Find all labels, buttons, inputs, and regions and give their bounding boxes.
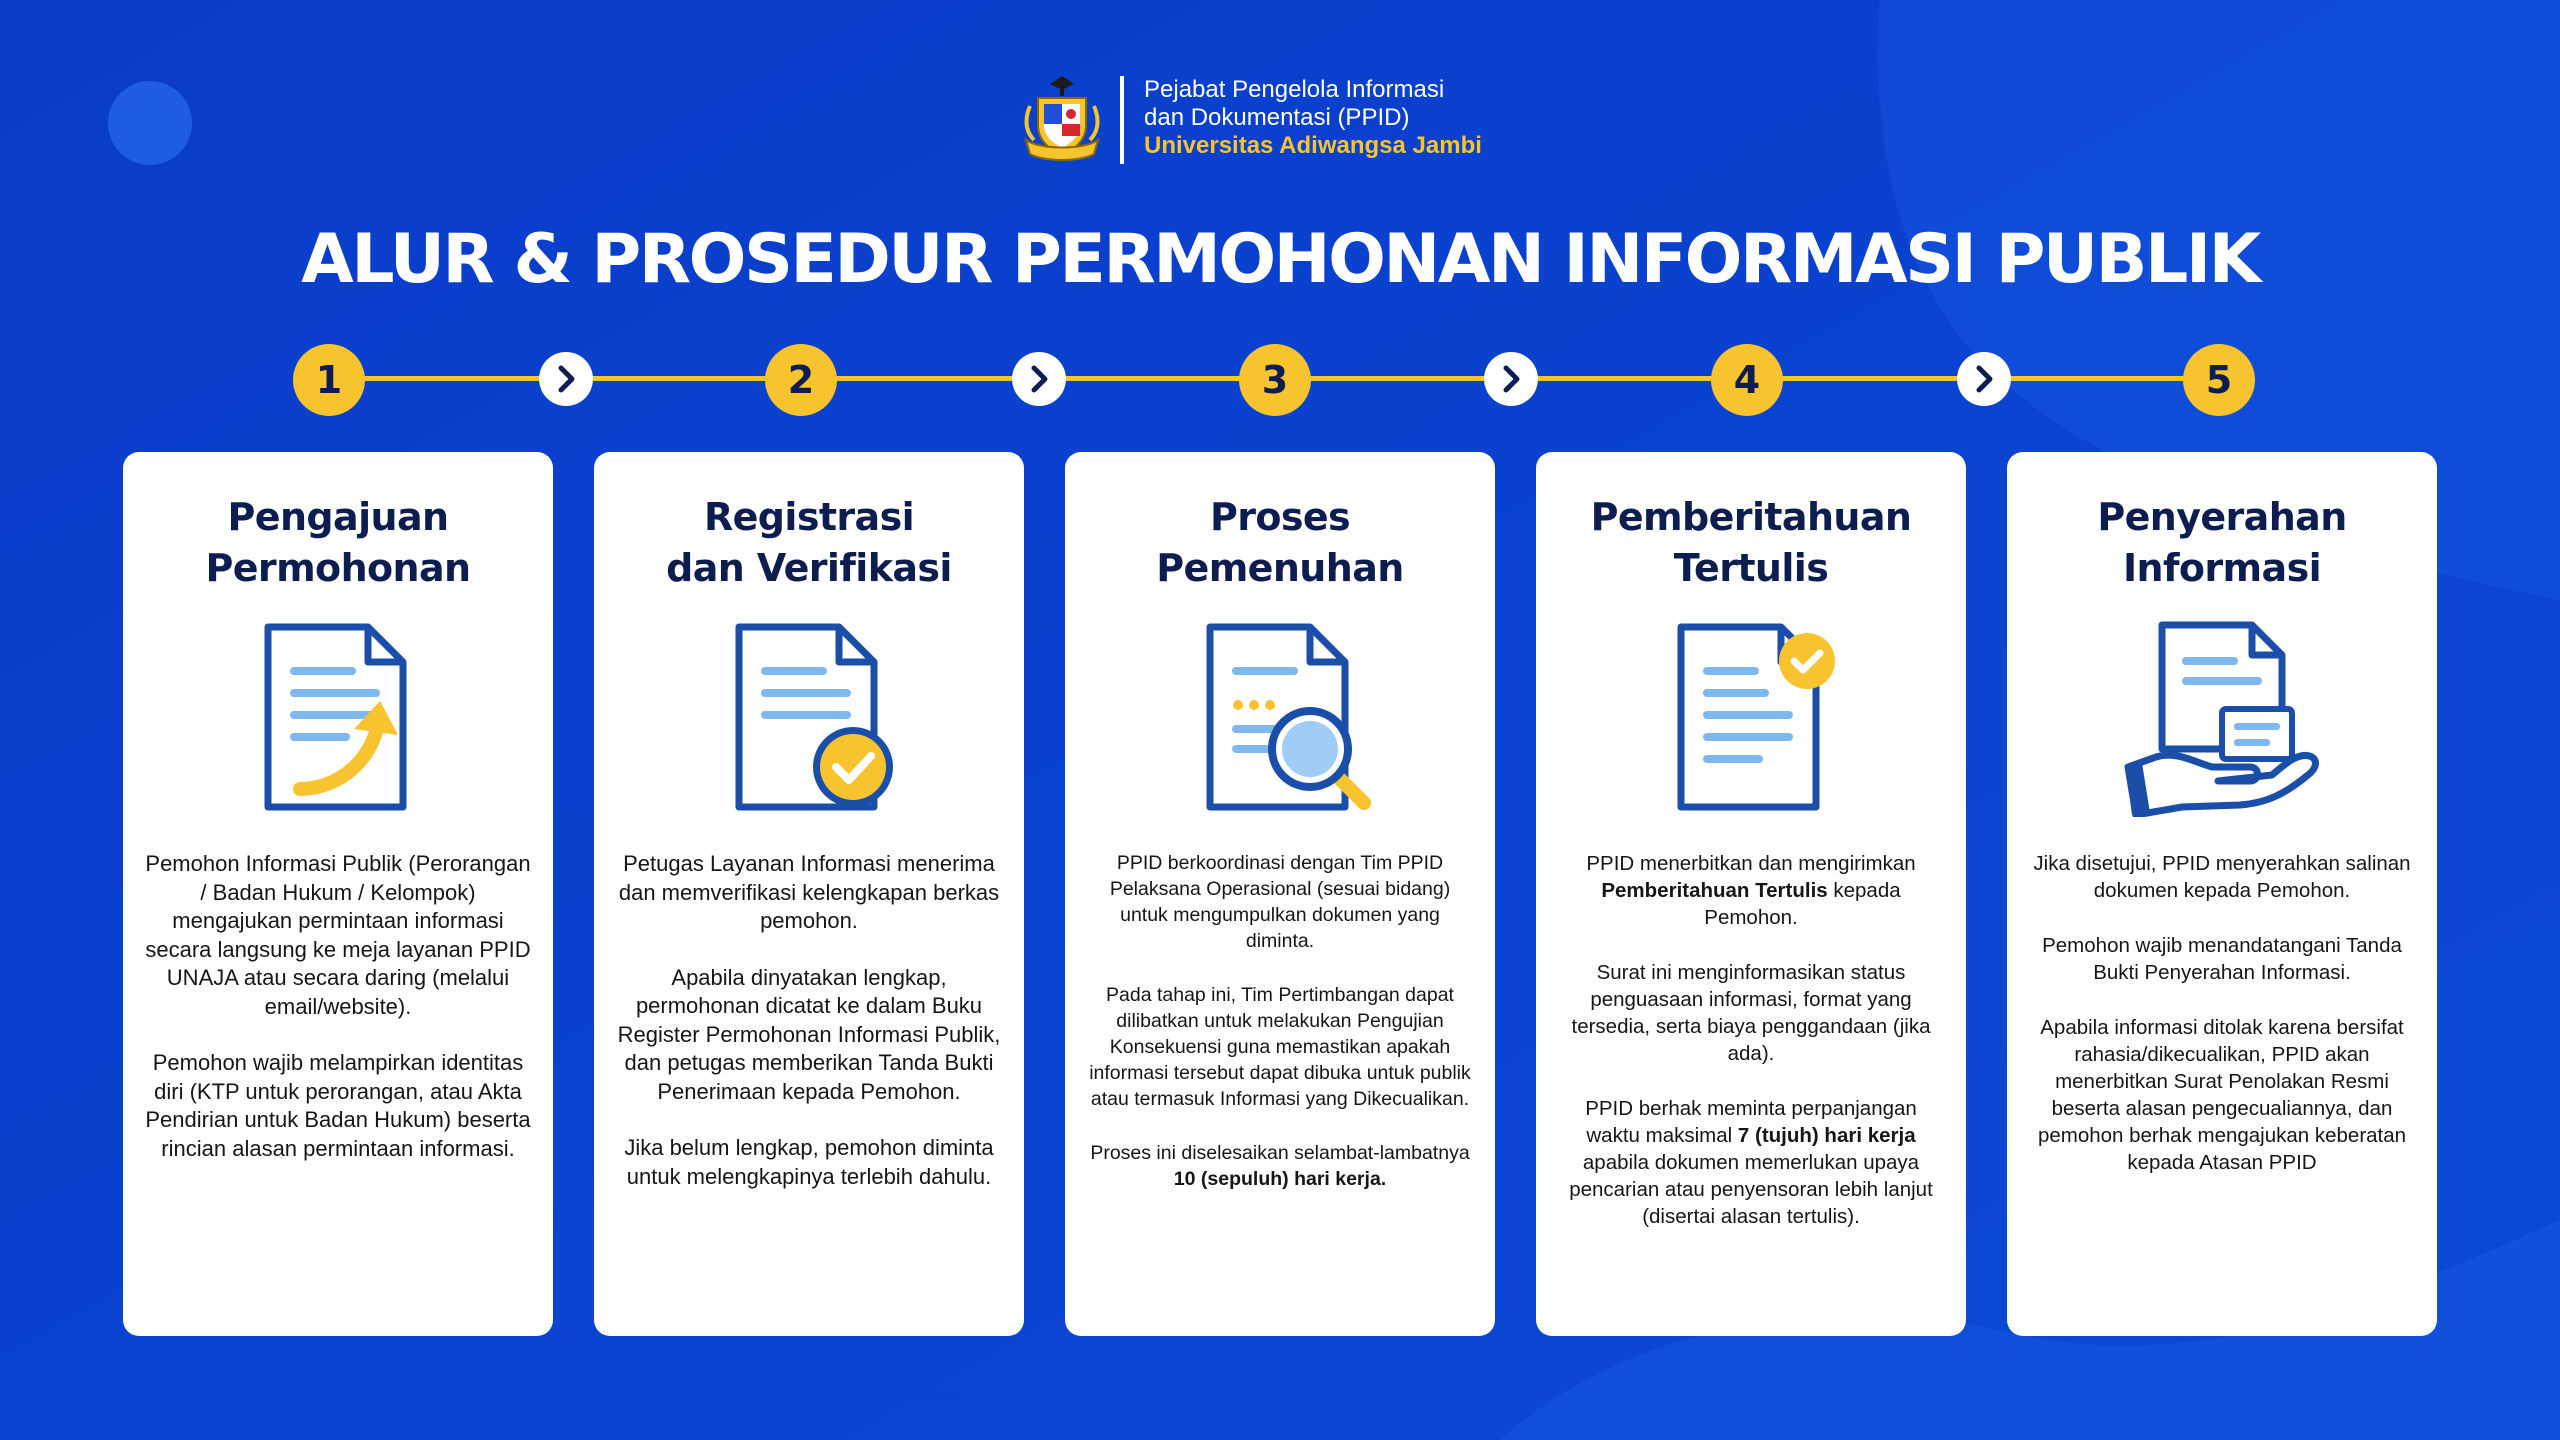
header-text (1144, 76, 1584, 160)
document-upload-icon (238, 617, 438, 817)
university-logo (1020, 70, 1104, 168)
step-card-3 (1065, 452, 1495, 1336)
document-approved-icon (1651, 617, 1851, 817)
document-search-icon (1180, 617, 1380, 817)
card-description: PPID berkoordinasi dengan Tim PPID Pelaksana Operasional (sesuai bidang) untuk mengumpulkan dokumen yang diminta. Pada tahap ini, Tim Pertimbangan dapat dilibatkan untuk melakukan Pengujian Konsekuensi guna memastikan apakah informasi tersebut dapat dibuka untuk publik atau termasuk Informasi yang Dikecualikan. Proses ini diselesaikan selambat-lambatnya 10 (sepuluh) hari kerja. (1089, 852, 1471, 1190)
hand-document-icon (2122, 617, 2322, 817)
step-number-2: 2 (765, 344, 837, 416)
page-title: ALUR & PROSEDUR PERMOHONAN INFORMASI PUBLIK (301, 220, 2259, 299)
card-title: Pemberitahuan Tertulis (1590, 495, 1912, 590)
header-line-2: dan Dokumentasi (PPID) (1144, 104, 1410, 131)
card-title: Registrasi dan Verifikasi (666, 495, 952, 590)
header-divider (1120, 76, 1124, 164)
chevron-right-icon (1484, 352, 1538, 406)
card-description: Petugas Layanan Informasi menerima dan memverifikasi kelengkapan berkas pemohon. Apabila dinyatakan lengkap, permohonan dicatat ke dalam Buku Register Permohonan Informasi Publik, dan petugas memberikan Tanda Bukti Penerimaan kepada Pemohon. Jika belum lengkap, pemohon diminta untuk melengkapinya terlebih dahulu. (617, 851, 1001, 1189)
chevron-right-icon (1012, 352, 1066, 406)
step-card-1 (123, 452, 553, 1336)
step-card-2 (594, 452, 1024, 1336)
card-description: Pemohon Informasi Publik (Perorangan / Badan Hukum / Kelompok) mengajukan permintaan informasi secara langsung ke meja layanan PPID UNAJA atau secara daring (melalui email/website). Pemohon wajib melampirkan identitas diri (KTP untuk perorangan, atau Akta Pendirian untuk Badan Hukum) beserta rincian alasan permintaan informasi. (145, 851, 531, 1161)
document-check-icon (709, 617, 909, 817)
card-title: Proses Pemenuhan (1156, 495, 1404, 590)
header (1020, 70, 1580, 170)
card-title: Pengajuan Permohonan (205, 495, 471, 590)
step-card-5 (2007, 452, 2437, 1336)
card-description: PPID menerbitkan dan mengirimkan Pemberitahuan Tertulis kepada Pemohon. Surat ini menginformasikan status penguasaan informasi, format yang tersedia, serta biaya penggandaan (jika ada). PPID berhak meminta perpanjangan waktu maksimal 7 (tujuh) hari kerja apabila dokumen memerlukan upaya pencarian atau penyensoran lebih lanjut (disertai alasan tertulis). (1569, 852, 1933, 1228)
steps-bar (0, 340, 2560, 420)
header-line-1: Pejabat Pengelola Informasi (1144, 76, 1445, 103)
step-number-5: 5 (2183, 344, 2255, 416)
step-number-3: 3 (1239, 344, 1311, 416)
card-description: Jika disetujui, PPID menyerahkan salinan dokumen kepada Pemohon. Pemohon wajib menandatangani Tanda Bukti Penyerahan Informasi. Apabila informasi ditolak karena bersifat rahasia/dikecualikan, PPID akan menerbitkan Surat Penolakan Resmi beserta alasan pengecualiannya, dan pemohon berhak mengajukan keberatan kepada Atasan PPID (2033, 852, 2411, 1174)
step-card-4 (1536, 452, 1966, 1336)
card-title: Penyerahan Informasi (2097, 495, 2347, 590)
chevron-right-icon (1957, 352, 2011, 406)
step-number-1: 1 (293, 344, 365, 416)
header-line-3: Universitas Adiwangsa Jambi (1144, 132, 1482, 159)
step-number-4: 4 (1711, 344, 1783, 416)
chevron-right-icon (539, 352, 593, 406)
